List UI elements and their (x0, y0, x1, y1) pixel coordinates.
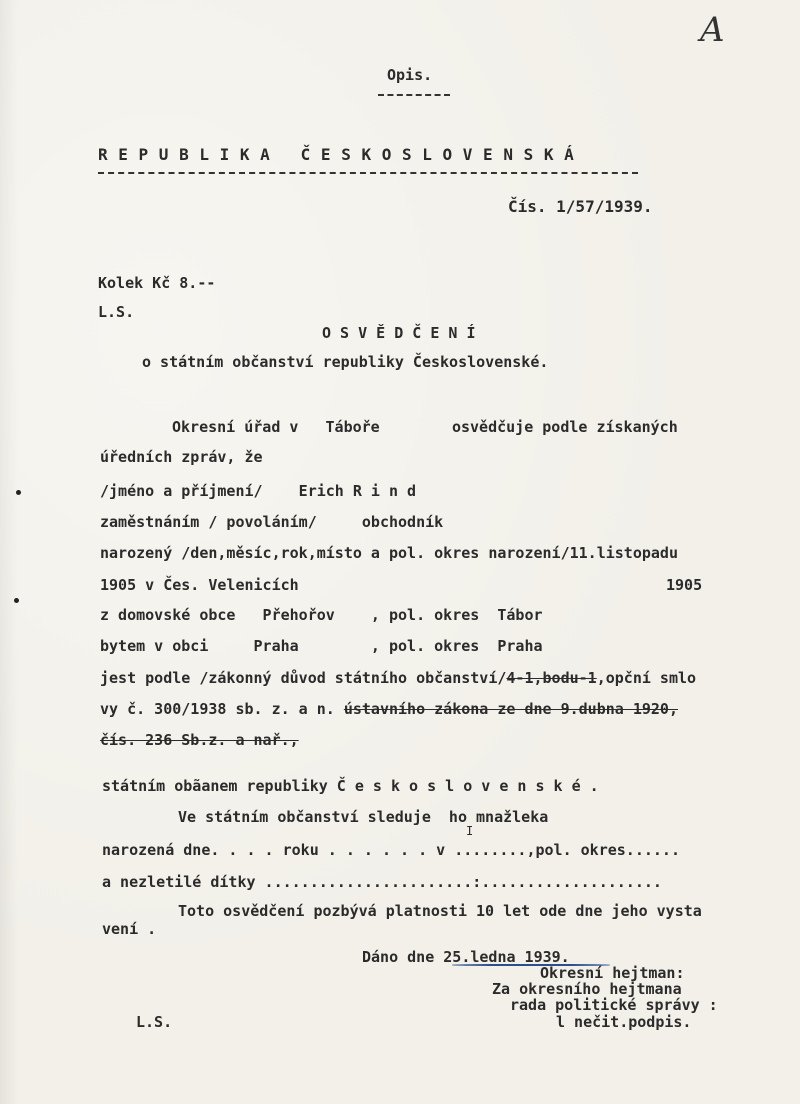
page-mark-handwritten: A (700, 10, 725, 50)
spouse-line: Ve státním občanství sleduje ho mnažleka (178, 808, 549, 826)
field-birth-place: 1905 v Čes. Velenicích (100, 576, 299, 594)
copy-label: Opis. (387, 66, 433, 84)
body-line-reports: úředních zpráv, že (100, 448, 263, 466)
legal-basis-line-2 (100, 700, 678, 718)
certificate-title: O S V Ě D Č E N Í (322, 324, 476, 342)
copy-label-underline (378, 94, 450, 96)
field-birth-year: 1905 (666, 576, 703, 594)
republic-heading: R E P U B L I K A Č E S K O S L O V E N S K Á (98, 145, 575, 164)
legal-basis-line (100, 669, 696, 687)
validity-line-end: vení . (102, 920, 157, 938)
legal-basis-collection-struck: čís. 236 Sb.z. a nař., (100, 731, 299, 749)
field-name: /jméno a příjmení/ Erich R i n d (100, 482, 417, 500)
citizen-statement: státním obãanem republiky Č e s k o s l o v e n s k é . (102, 777, 599, 795)
binding-hole-mark (16, 490, 21, 495)
field-home-municipality: z domovské obce Přehořov , pol. okres Tábor (100, 606, 543, 624)
seal-label-bottom: L.S. (136, 1013, 173, 1031)
legal-basis-law-struck: ústavního zákona ze dne 9.dubna 1920, (343, 700, 678, 718)
spouse-birth-line: narozená dne. . . . roku . . . . . . v ........,pol. okres...... (102, 841, 680, 859)
signature-line-4: l nečit.podpis. (556, 1013, 692, 1031)
seal-label-top: L.S. (98, 303, 135, 321)
body-line-office: Okresní úřad v Táboře osvědčuje podle získaných (172, 418, 678, 436)
validity-line: Toto osvědčení pozbývá platnosti 10 let ode dne jeho vysta (178, 902, 702, 920)
signature-title: Okresní hejtman: (540, 964, 685, 982)
signature-line-3: rada politické správy : (510, 996, 718, 1014)
issue-date: Dáno dne 25.ledna 1939. (362, 948, 570, 966)
stamp-fee: Kolek Kč 8.-- (98, 274, 216, 292)
republic-heading-underline (98, 172, 638, 174)
spouse-correction-mark: I (466, 824, 474, 838)
signature-line-2: Za okresního hejtmana (492, 980, 682, 998)
certificate-subtitle: o státním občanství republiky Československé. (142, 353, 549, 371)
children-line: a nezletilé dítky .......................:.................... (102, 873, 662, 891)
field-birth: narozený /den,měsíc,rok,místo a pol. okres narození/11.listopadu (100, 544, 678, 562)
legal-basis-treaty: ,opční smlo (596, 669, 697, 687)
legal-basis-struck: 4-1,bodu-1 (506, 669, 597, 687)
legal-basis-law: vy č. 300/1938 sb. z. a n. (100, 700, 344, 718)
field-occupation: zaměstnáním / povoláním/ obchodník (100, 513, 444, 531)
document-number: Čís. 1/57/1939. (508, 197, 653, 216)
field-residence: bytem v obci Praha , pol. okres Praha (100, 637, 543, 655)
legal-basis-text: jest podle /zákonný důvod státního občanství/ (100, 669, 507, 687)
binding-hole-mark (14, 598, 19, 603)
